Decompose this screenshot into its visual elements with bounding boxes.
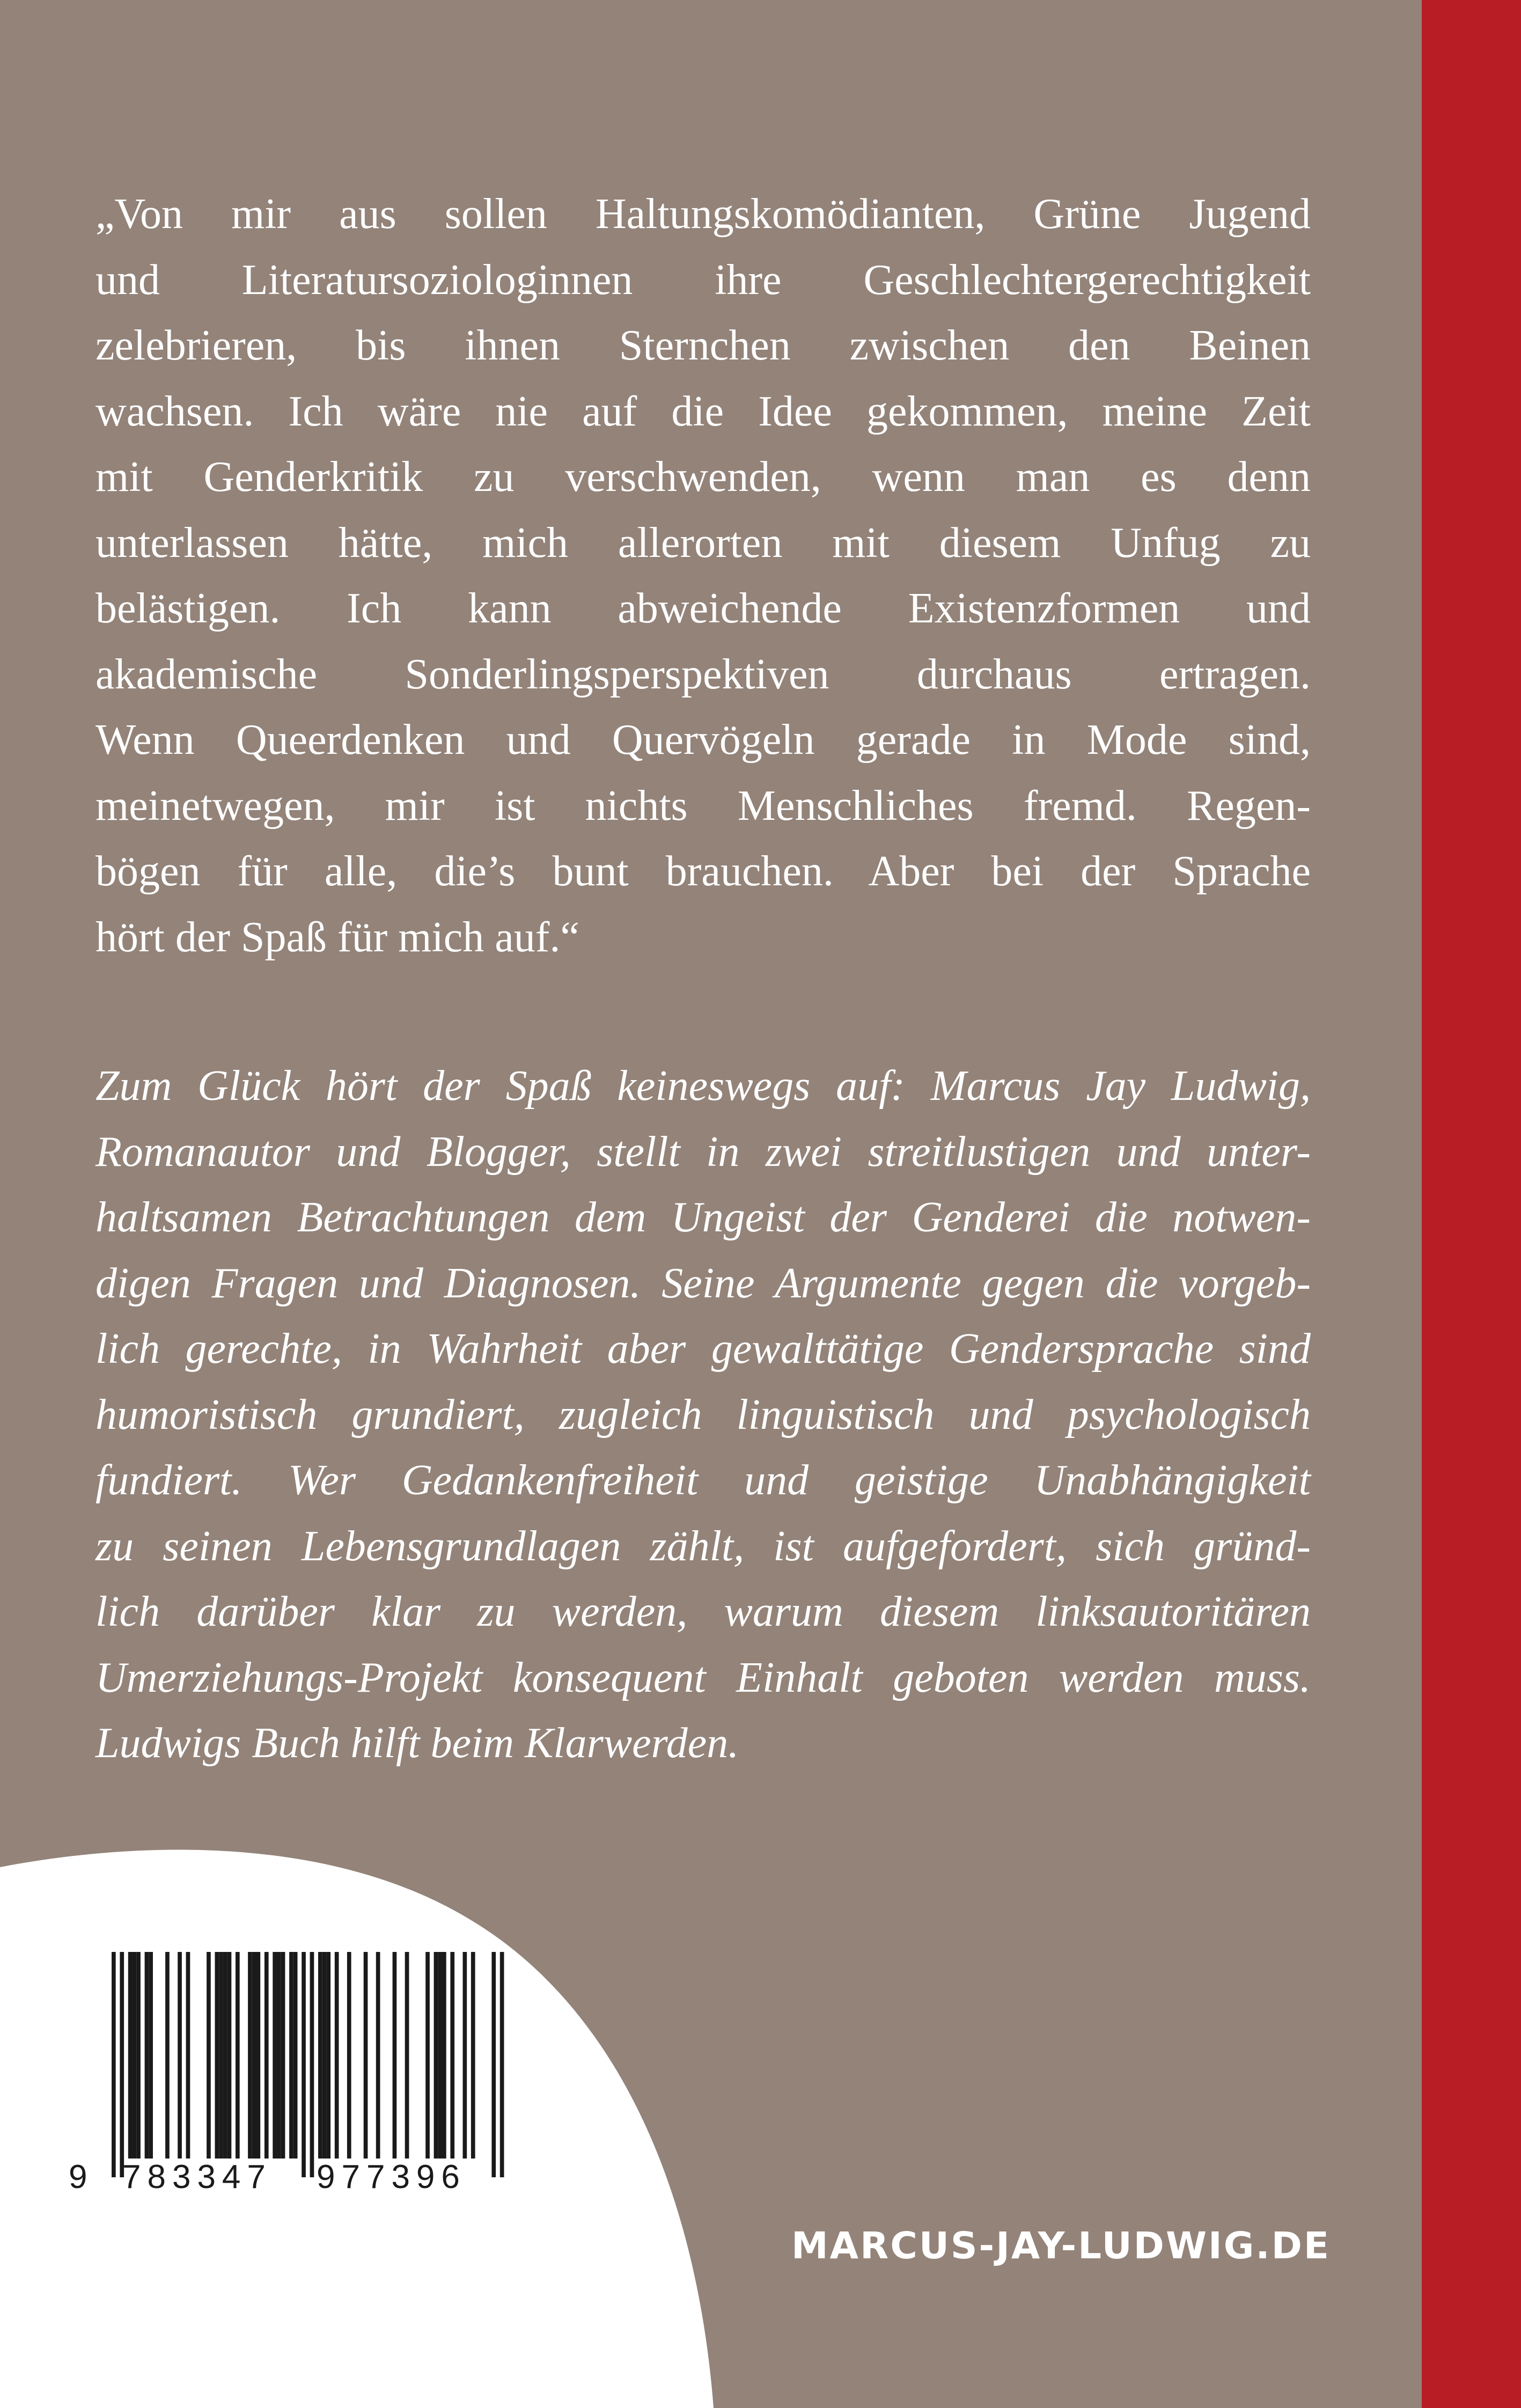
barcode-bar <box>405 1952 409 2159</box>
barcode-bar <box>207 1952 211 2159</box>
barcode-bar <box>491 1952 496 2177</box>
blurb-line: lich gerechte, in Wahrheit aber gewalttätige Gendersprache sind <box>95 1325 1311 1372</box>
barcode-bar <box>252 1952 256 2159</box>
barcode-bar <box>500 1952 504 2177</box>
quote-line: belästigen. Ich kann abweichende Existenzformen und <box>95 585 1311 632</box>
barcode-bar <box>133 1952 137 2159</box>
barcode-first-digit: 9 <box>69 2159 87 2194</box>
barcode-bar <box>471 1952 475 2159</box>
barcode-bar <box>335 1952 339 2159</box>
barcode-bar <box>223 1952 227 2159</box>
barcode-bar <box>273 1952 277 2159</box>
quote-line: Wenn Queerdenken und Quervögeln gerade in Mode sind, <box>95 716 1311 763</box>
barcode-bar <box>442 1952 446 2159</box>
barcode-bar <box>326 1952 330 2159</box>
barcode-bar <box>302 1952 306 2177</box>
quote-line: bögen für alle, die’s bunt brauchen. Aber bei der Sprache <box>95 848 1311 895</box>
quote-line: zelebrieren, bis ihnen Sternchen zwischen den Beinen <box>95 322 1311 369</box>
barcode-bar <box>347 1952 351 2159</box>
barcode-bar <box>277 1952 281 2159</box>
blurb-line: humoristisch grundiert, zugleich linguistisch und psychologisch <box>95 1391 1311 1438</box>
barcode-bar <box>256 1952 261 2159</box>
barcode-bar <box>450 1952 454 2159</box>
book-blurb <box>95 1053 1311 1776</box>
author-quote <box>95 181 1311 970</box>
blurb-line: Romanautor und Blogger, stellt in zwei streitlustigen und unter- <box>95 1128 1311 1176</box>
quote-line: und Literatursoziologinnen ihre Geschlechtergerechtigkeit <box>95 256 1311 304</box>
barcode-bars <box>112 1952 504 2177</box>
barcode-bar <box>310 1952 314 2177</box>
barcode-bar <box>264 1952 269 2159</box>
barcode-bar <box>215 1952 219 2159</box>
quote-line: meinetwegen, mir ist nichts Menschliches fremd. Regen- <box>95 782 1311 829</box>
barcode-bar <box>227 1952 232 2159</box>
barcode-bar <box>178 1952 182 2159</box>
blurb-line: haltsamen Betrachtungen dem Ungeist der Genderei die notwen- <box>95 1194 1311 1241</box>
barcode-bar <box>219 1952 223 2159</box>
barcode-bar <box>149 1952 153 2159</box>
blurb-line: Umerziehungs-Projekt konsequent Einhalt geboten werden muss. <box>95 1654 1311 1701</box>
quote-line: hört der Spaß für mich auf.“ <box>95 913 579 961</box>
barcode-bar <box>393 1952 397 2159</box>
barcode-bar <box>434 1952 438 2159</box>
quote-line: akademische Sonderlingsperspektiven durchaus ertragen. <box>95 650 1311 698</box>
barcode-bar <box>112 1952 116 2177</box>
barcode-bar <box>376 1952 380 2159</box>
quote-line: „Von mir aus sollen Haltungskomödianten, Grüne Jugend <box>95 190 1311 238</box>
author-website: MARCUS-JAY-LUDWIG.DE <box>791 2225 1331 2267</box>
quote-line: mit Genderkritik zu verschwenden, wenn man es denn <box>95 453 1311 501</box>
blurb-line: digen Fragen und Diagnosen. Seine Argumente gegen die vorgeb- <box>95 1259 1311 1307</box>
barcode-right-digits: 977396 <box>317 2159 466 2194</box>
barcode-bar <box>364 1952 368 2159</box>
barcode-bar <box>318 1952 322 2159</box>
barcode-bar <box>438 1952 442 2159</box>
quote-line: wachsen. Ich wäre nie auf die Idee gekommen, meine Zeit <box>95 387 1311 435</box>
barcode-bar <box>186 1952 190 2159</box>
isbn-barcode <box>64 1952 515 2194</box>
barcode-bar <box>136 1952 141 2159</box>
blurb-line: zu seinen Lebensgrundlagen zählt, ist aufgefordert, sich gründ- <box>95 1522 1311 1570</box>
blurb-line: lich darüber klar zu werden, warum diesem linksautoritären <box>95 1588 1311 1635</box>
barcode-bar <box>289 1952 293 2159</box>
barcode-bar <box>128 1952 133 2159</box>
blurb-line: Zum Glück hört der Spaß keineswegs auf: Marcus Jay Ludwig, <box>95 1062 1311 1110</box>
barcode-bar <box>293 1952 298 2159</box>
quote-line: unterlassen hätte, mich allerorten mit diesem Unfug zu <box>95 519 1311 567</box>
blurb-line: Ludwigs Buch hilft beim Klarwerden. <box>95 1720 739 1767</box>
barcode-bar <box>425 1952 430 2159</box>
barcode-bar <box>463 1952 467 2159</box>
barcode-bar <box>248 1952 252 2159</box>
barcode-bar <box>236 1952 240 2159</box>
barcode-bar <box>120 1952 124 2177</box>
barcode-bar <box>322 1952 327 2159</box>
barcode-bar <box>165 1952 170 2159</box>
barcode-left-digits: 783347 <box>122 2159 272 2194</box>
blurb-line: fundiert. Wer Gedankenfreiheit und geistige Unabhängigkeit <box>95 1457 1311 1504</box>
barcode-bar <box>145 1952 149 2159</box>
barcode-bar <box>281 1952 285 2159</box>
